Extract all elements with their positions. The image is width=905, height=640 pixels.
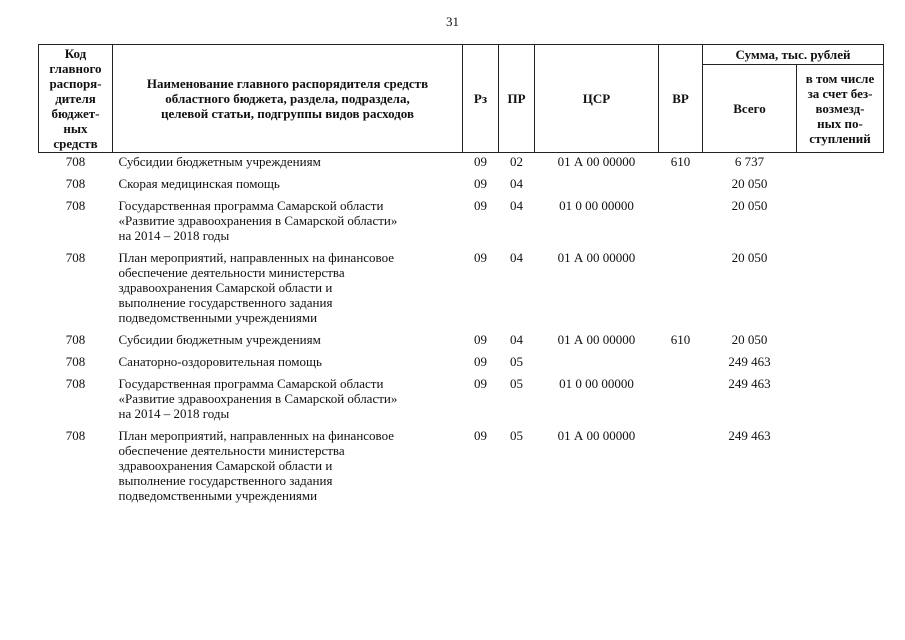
header-line: ных xyxy=(63,121,88,136)
header-incl xyxy=(797,65,884,153)
cell-rz: 09 xyxy=(474,250,487,265)
header-rz: Рз xyxy=(463,45,499,153)
cell-csr: 01 А 00 00000 xyxy=(557,332,636,347)
header-line: главного xyxy=(49,61,102,76)
cell-code: 708 xyxy=(65,198,86,213)
cell-name xyxy=(113,198,463,250)
cell-total: 20 050 xyxy=(731,176,768,191)
cell-rz: 09 xyxy=(474,376,487,391)
name-line: выполнение государственного задания xyxy=(118,295,333,310)
cell-vr xyxy=(659,198,703,250)
cell-total: 6 737 xyxy=(734,154,765,169)
cell-name xyxy=(113,250,463,332)
cell-code: 708 xyxy=(65,428,86,443)
header-total: Всего xyxy=(703,65,797,153)
cell-pr: 05 xyxy=(510,428,523,443)
cell-total: 249 463 xyxy=(728,354,771,369)
table-row xyxy=(39,250,884,332)
header-line: средств xyxy=(53,136,98,151)
cell-csr: 01 А 00 00000 xyxy=(557,250,636,265)
table-row xyxy=(39,176,884,198)
cell-rz: 09 xyxy=(474,428,487,443)
budget-table xyxy=(38,44,884,510)
header-csr: ЦСР xyxy=(535,45,659,153)
cell-pr: 05 xyxy=(510,376,523,391)
cell-rz: 09 xyxy=(474,176,487,191)
header-line: в том числе xyxy=(805,71,875,87)
header-line: областного бюджета, раздела, подраздела, xyxy=(165,91,410,106)
cell-incl xyxy=(797,428,884,510)
cell-vr xyxy=(659,250,703,332)
name-line: Скорая медицинская помощь xyxy=(118,176,280,191)
header-line: дителя xyxy=(55,91,96,106)
cell-code: 708 xyxy=(65,176,86,191)
name-line: на 2014 – 2018 годы xyxy=(118,406,230,421)
header-code xyxy=(39,45,113,153)
cell-vr xyxy=(659,354,703,376)
cell-vr: 610 xyxy=(670,332,691,347)
cell-csr: 01 А 00 00000 xyxy=(557,154,636,169)
table-row xyxy=(39,376,884,428)
cell-name xyxy=(113,332,463,354)
cell-incl xyxy=(797,376,884,428)
header-line: возмезд- xyxy=(815,101,865,117)
table-row xyxy=(39,428,884,510)
cell-incl xyxy=(797,176,884,198)
cell-pr: 04 xyxy=(510,332,523,347)
name-line: на 2014 – 2018 годы xyxy=(118,228,230,243)
cell-pr: 05 xyxy=(510,354,523,369)
header-line: целевой статьи, подгруппы видов расходов xyxy=(160,106,415,121)
table-row xyxy=(39,153,884,177)
name-line: План мероприятий, направленных на финансовое xyxy=(118,428,395,443)
cell-name xyxy=(113,153,463,177)
header-line: Код xyxy=(64,46,87,61)
cell-pr: 02 xyxy=(510,154,523,169)
cell-vr: 610 xyxy=(670,154,691,169)
name-line: подведомственными учреждениями xyxy=(118,488,318,503)
cell-incl xyxy=(797,198,884,250)
cell-rz: 09 xyxy=(474,154,487,169)
cell-csr: 01 0 00 00000 xyxy=(559,198,634,213)
cell-code: 708 xyxy=(65,332,86,347)
cell-pr: 04 xyxy=(510,198,523,213)
cell-csr: 01 А 00 00000 xyxy=(557,428,636,443)
cell-vr xyxy=(659,376,703,428)
cell-code: 708 xyxy=(65,250,86,265)
name-line: Субсидии бюджетным учреждениям xyxy=(118,154,321,169)
header-line: ных по- xyxy=(817,116,863,132)
header-sum-group: Сумма, тыс. рублей xyxy=(703,45,884,65)
name-line: План мероприятий, направленных на финансовое xyxy=(118,250,395,265)
cell-rz: 09 xyxy=(474,354,487,369)
name-line: здравоохранения Самарской области и xyxy=(118,280,333,295)
cell-incl xyxy=(797,332,884,354)
table-row xyxy=(39,332,884,354)
header-pr: ПР xyxy=(499,45,535,153)
cell-name xyxy=(113,376,463,428)
name-line: Субсидии бюджетным учреждениям xyxy=(118,332,321,347)
cell-vr xyxy=(659,176,703,198)
header-line: Наименование главного распорядителя средств xyxy=(146,76,429,91)
name-line: «Развитие здравоохранения в Самарской области» xyxy=(118,391,398,406)
cell-csr: 01 0 00 00000 xyxy=(559,376,634,391)
name-line: здравоохранения Самарской области и xyxy=(118,458,333,473)
name-line: Государственная программа Самарской области xyxy=(118,376,384,391)
table-row xyxy=(39,198,884,250)
cell-total: 249 463 xyxy=(728,428,771,443)
cell-pr: 04 xyxy=(510,250,523,265)
cell-code: 708 xyxy=(65,354,86,369)
header-line: ступлений xyxy=(809,131,871,147)
page-number: 31 xyxy=(446,14,459,29)
cell-incl xyxy=(797,354,884,376)
table-header xyxy=(39,45,884,153)
cell-incl xyxy=(797,153,884,177)
cell-name xyxy=(113,428,463,510)
cell-csr xyxy=(535,354,659,376)
header-line: распоря- xyxy=(49,76,102,91)
cell-incl xyxy=(797,250,884,332)
table-row xyxy=(39,354,884,376)
cell-name xyxy=(113,176,463,198)
cell-total: 20 050 xyxy=(731,198,768,213)
header-line: бюджет- xyxy=(51,106,100,121)
cell-name xyxy=(113,354,463,376)
cell-total: 249 463 xyxy=(728,376,771,391)
name-line: обеспечение деятельности министерства xyxy=(118,265,345,280)
name-line: Государственная программа Самарской области xyxy=(118,198,384,213)
cell-rz: 09 xyxy=(474,198,487,213)
cell-csr xyxy=(535,176,659,198)
name-line: Санаторно-оздоровительная помощь xyxy=(118,354,322,369)
cell-code: 708 xyxy=(65,376,86,391)
header-vr: ВР xyxy=(659,45,703,153)
cell-vr xyxy=(659,428,703,510)
cell-pr: 04 xyxy=(510,176,523,191)
name-line: подведомственными учреждениями xyxy=(118,310,318,325)
cell-total: 20 050 xyxy=(731,332,768,347)
header-line: за счет без- xyxy=(807,86,873,102)
cell-code: 708 xyxy=(65,154,86,169)
name-line: обеспечение деятельности министерства xyxy=(118,443,345,458)
name-line: выполнение государственного задания xyxy=(118,473,333,488)
table-body xyxy=(39,153,884,511)
header-name xyxy=(113,45,463,153)
cell-rz: 09 xyxy=(474,332,487,347)
cell-total: 20 050 xyxy=(731,250,768,265)
name-line: «Развитие здравоохранения в Самарской области» xyxy=(118,213,398,228)
